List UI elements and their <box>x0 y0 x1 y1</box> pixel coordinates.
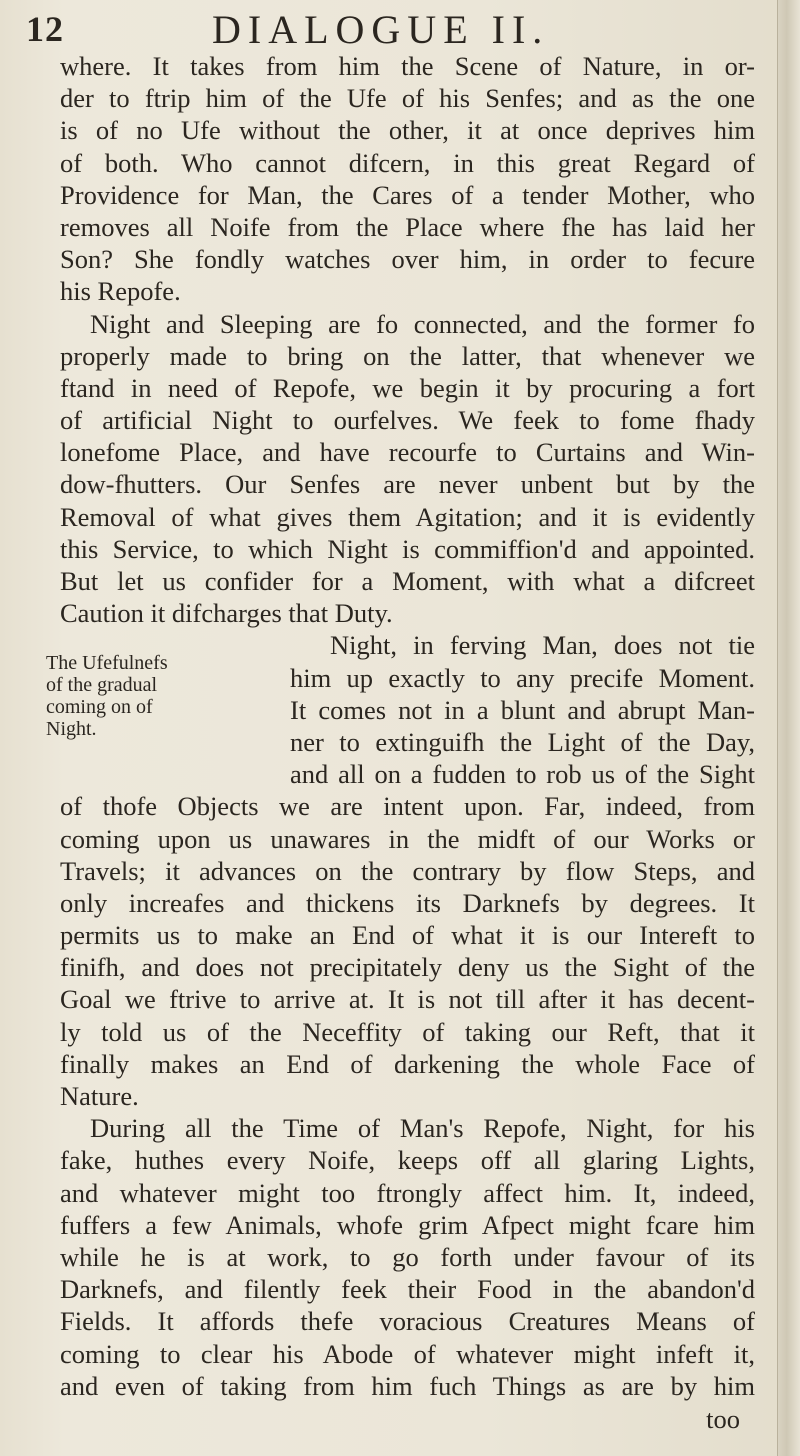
text-line: only increafes and thickens its Darknefs by degrees. It <box>60 887 755 918</box>
text-line: finifh, and does not precipitately deny us the Sight of the <box>60 952 755 983</box>
margin-note-line: of the gradual <box>46 674 158 696</box>
page-edge <box>777 0 800 1456</box>
running-title: DIALOGUE II. <box>212 7 550 52</box>
text-line: ftand in need of Repofe, we begin it by procuring a fort <box>60 372 755 403</box>
text-line: Providence for Man, the Cares of a tender Mother, who <box>60 179 755 210</box>
text-line: where. It takes from him the Scene of Nature, in or- <box>60 51 755 81</box>
catchword: too <box>706 1404 740 1434</box>
text-line: removes all Noife from the Place where fhe has laid her <box>60 211 755 242</box>
text-line: while he is at work, to go forth under favour of its <box>60 1241 755 1272</box>
text-line: of artificial Night to ourfelves. We feek to fome fhady <box>60 405 755 436</box>
text-line: fuffers a few Animals, whofe grim Afpect might fcare him <box>60 1209 755 1240</box>
page-number: 12 <box>26 9 64 49</box>
margin-note <box>46 652 216 740</box>
text-line: Night, in ferving Man, does not tie <box>330 630 755 661</box>
text-line: coming to clear his Abode of whatever might infeft it, <box>60 1338 755 1369</box>
text-line: dow-fhutters. Our Senfes are never unbent but by the <box>60 469 755 500</box>
text-line: is of no Ufe without the other, it at once deprives him <box>60 115 755 146</box>
text-line: But let us confider for a Moment, with what a difcreet <box>60 566 755 596</box>
margin-note-line: coming on of <box>46 696 153 718</box>
text-line: of both. Who cannot difcern, in this great Regard of <box>60 147 755 178</box>
text-line: Fields. It affords thefe voracious Creatures Means of <box>60 1306 755 1337</box>
text-line: lonefome Place, and have recourfe to Curtains and Win- <box>60 437 755 468</box>
text-line: Travels; it advances on the contrary by flow Steps, and <box>60 855 755 886</box>
text-line: Goal we ftrive to arrive at. It is not till after it has decent- <box>60 984 755 1015</box>
text-line: Son? She fondly watches over him, in order to fecure <box>60 244 755 275</box>
text-line: Night and Sleeping are fo connected, and the former fo <box>90 308 755 339</box>
text-line: fake, huthes every Noife, keeps off all glaring Lights, <box>60 1145 755 1176</box>
text-line: and all on a fudden to rob us of the Sight <box>290 759 755 790</box>
text-line: of thofe Objects we are intent upon. Far, indeed, from <box>60 791 755 822</box>
text-line: Darknefs, and filently feek their Food in the abandon'd <box>60 1274 755 1305</box>
text-line: and even of taking from him fuch Things as are by him <box>60 1370 755 1401</box>
margin-note-line: The Ufefulnefs <box>46 652 168 674</box>
text-line: finally makes an End of darkening the whole Face of <box>60 1048 755 1079</box>
text-line: and whatever might too ftrongly affect him. It, indeed, <box>60 1177 755 1208</box>
text-line: coming upon us unawares in the midft of our Works or <box>60 823 755 854</box>
text-line: Removal of what gives them Agitation; and it is evidently <box>60 501 755 532</box>
text-line: his Repofe. <box>60 276 181 307</box>
text-line: der to ftrip him of the Ufe of his Senfes; and as the one <box>60 83 755 114</box>
text-line: permits us to make an End of what it is our Intereft to <box>60 920 755 951</box>
text-line: ner to extinguifh the Light of the Day, <box>290 726 755 757</box>
running-head <box>22 6 762 52</box>
margin-note-line: Night. <box>46 718 97 740</box>
text-line: Caution it difcharges that Duty. <box>60 598 393 629</box>
text-line: Nature. <box>60 1081 139 1111</box>
text-line: properly made to bring on the latter, that whenever we <box>60 340 755 371</box>
text-line: During all the Time of Man's Repofe, Night, for his <box>90 1113 755 1144</box>
text-line: It comes not in a blunt and abrupt Man- <box>290 694 755 725</box>
text-line: him up exactly to any precife Moment. <box>290 662 755 693</box>
text-line: this Service, to which Night is commiffion'd and appointed. <box>60 533 755 564</box>
text-line: ly told us of the Neceffity of taking our Reft, that it <box>60 1016 755 1047</box>
